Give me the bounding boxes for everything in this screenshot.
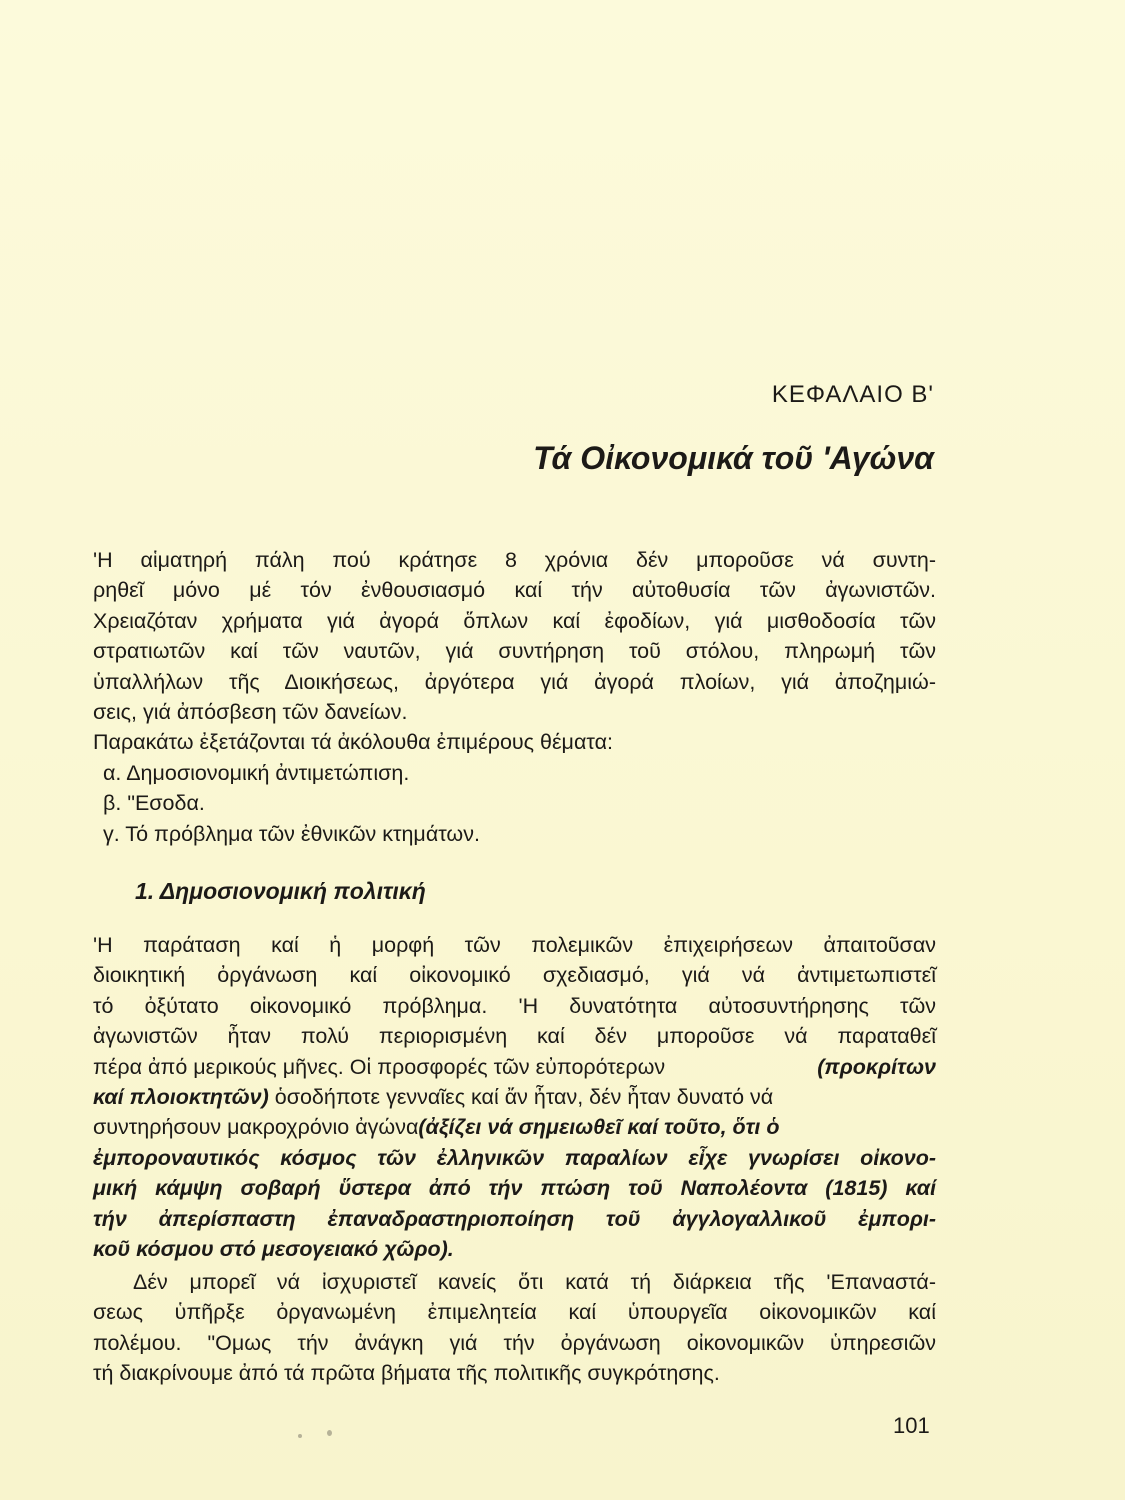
text-line: Χρειαζόταν χρήματα γιά ἀγορά ὅπλων καί ἐφοδίων, γιά μισθοδοσία τῶν — [93, 608, 936, 633]
text-line: 'Η αἱματηρή πάλη πού κράτησε 8 χρόνια δέν μποροῦσε νά συντη- — [93, 548, 936, 572]
text-line: 'Η παράταση καί ἡ μορφή τῶν πολεμικῶν ἐπιχειρήσεων ἀπαιτοῦσαν — [93, 933, 936, 957]
text-line: σεις, γιά ἀπόσβεση τῶν δανείων. — [93, 699, 408, 724]
text-line — [93, 1082, 936, 1112]
text-line: τήν ἀπερίσπαστη ἐπαναδραστηριοποίηση τοῦ ἀγγλογαλλικοῦ ἐμπορι- — [93, 1206, 936, 1231]
text-line — [93, 1052, 936, 1082]
text-segment: ὁσοδήποτε γενναῖες καί ἄν ἦταν, δέν ἦταν δυνατό νά — [268, 1084, 774, 1109]
text-segment: συντηρήσουν μακροχρόνιο ἀγώνα — [93, 1115, 419, 1140]
chapter-title: Τά Οἰκονομικά τοῦ 'Αγώνα — [533, 440, 934, 476]
list-item: γ. Τό πρόβλημα τῶν ἐθνικῶν κτημάτων. — [103, 821, 480, 846]
text-line: μική κάμψη σοβαρή ὕστερα ἀπό τήν πτώση τοῦ Ναπολέοντα (1815) καί — [93, 1176, 936, 1201]
text-line: τή διακρίνουμε ἀπό τά πρῶτα βήματα τῆς πολιτικῆς συγκρότησης. — [93, 1361, 720, 1386]
text-line: διοικητική ὀργάνωση καί οἰκονομικό σχεδιασμό, γιά νά ἀντιμετωπιστεῖ — [93, 963, 936, 988]
section-paragraph-1 — [93, 930, 936, 1264]
ink-speck — [327, 1430, 332, 1436]
text-line: στρατιωτῶν καί τῶν ναυτῶν, γιά συντήρηση τοῦ στόλου, πληρωμή τῶν — [93, 639, 936, 664]
text-line: ἐμποροναυτικός κόσμος τῶν ἐλληνικῶν παραλίων εἶχε γνωρίσει οἰκονο- — [93, 1145, 936, 1170]
text-line: ἀγωνιστῶν ἦταν πολύ περιορισμένη καί δέν μποροῦσε νά παραταθεῖ — [93, 1024, 936, 1049]
italic-segment: καί πλοιοκτητῶν) — [93, 1084, 269, 1109]
lead-line: Παρακάτω ἐξετάζονται τά ἀκόλουθα ἐπιμέρους θέματα: — [93, 730, 613, 755]
italic-segment: (ἀξίζει νά σημειωθεῖ καί τοῦτο, ὅτι ὁ — [418, 1115, 780, 1140]
text-line: τό ὀξύτατο οἰκονομικό πρόβλημα. 'Η δυνατότητα αὐτοσυντήρησης τῶν — [93, 993, 936, 1018]
intro-paragraph — [93, 545, 936, 849]
text-line: ρηθεῖ μόνο μέ τόν ἐνθουσιασμό καί τήν αὐτοθυσία τῶν ἀγωνιστῶν. — [93, 578, 936, 603]
italic-segment: (προκρίτων — [817, 1054, 936, 1079]
text-segment: πέρα ἀπό μερικούς μῆνες. Οἱ προσφορές τῶν εὐπορότερων — [93, 1054, 666, 1079]
chapter-label: ΚΕΦΑΛΑΙΟ Β' — [771, 381, 934, 408]
list-item: α. Δημοσιονομική ἀντιμετώπιση. — [103, 760, 410, 785]
section-paragraph-2 — [93, 1267, 936, 1389]
section-heading: 1. Δημοσιονομική πολιτική — [135, 878, 426, 904]
page-number: 101 — [893, 1413, 930, 1438]
ink-speck — [298, 1434, 302, 1438]
text-line: ὑπαλλήλων τῆς Διοικήσεως, ἀργότερα γιά ἀγορά πλοίων, γιά ἀποζημιώ- — [93, 669, 936, 694]
text-line: Δέν μπορεῖ νά ἰσχυριστεῖ κανείς ὅτι κατά τή διάρκεια τῆς 'Επαναστά- — [133, 1270, 936, 1294]
list-item: β. "Εσοδα. — [103, 791, 205, 816]
text-line: κοῦ κόσμου στό μεσογειακό χῶρο). — [93, 1236, 454, 1261]
text-line: σεως ὑπῆρξε ὀργανωμένη ἐπιμελητεία καί ὑπουργεῖα οἰκονομικῶν καί — [93, 1300, 936, 1325]
text-line — [93, 1112, 936, 1142]
text-line: πολέμου. "Ομως τήν ἀνάγκη γιά τήν ὀργάνωση οἰκονομικῶν ὑπηρεσιῶν — [93, 1330, 936, 1355]
